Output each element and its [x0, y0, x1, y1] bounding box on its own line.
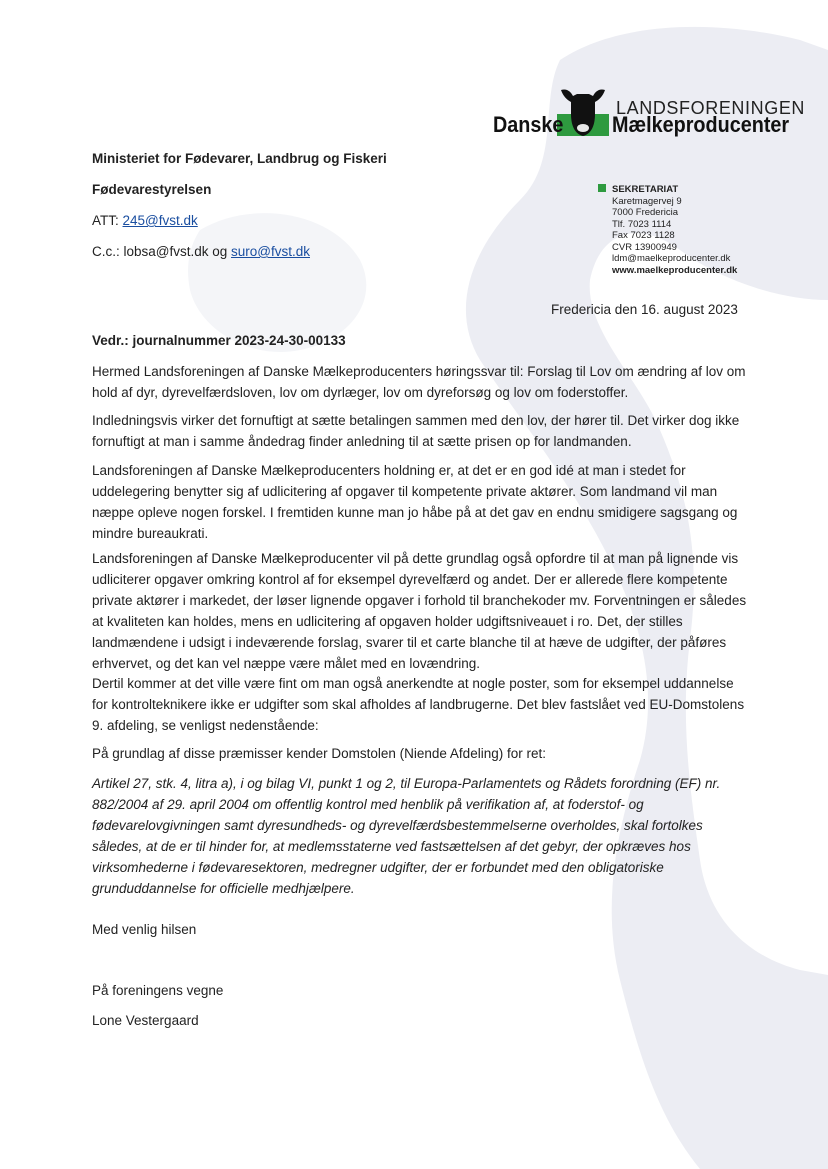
secretariat-phone: Tlf. 7023 1114: [612, 218, 672, 230]
secretariat-city: 7000 Fredericia: [612, 207, 679, 218]
recipient-att: [92, 213, 198, 228]
logo-org-big-right: Mælkeproducenter: [612, 112, 790, 137]
subject-line: Vedr.: journalnummer 2023-24-30-00133: [92, 333, 346, 348]
court-ruling-quote: Artikel 27, stk. 4, litra a), i og bilag VI, punkt 1 og 2, til Europa-Parlamentets og Rådets forordning (EF) nr. 882/2004 af 29. april 2004 om offentlig kontrol med henblik på verifikation af, at foderstof- og fødevarelovgivningen samt dyresundheds- og dyrevelfærdsbestemmelserne overholdes, skal fortolkes således, at de er til hinder for, at medlemsstaterne ved fastsættelsen af det gebyr, der opkræves hos virksomhederne i fødevaresektoren, medregner udgifter, der er forbundet med den obligatoriske grunduddannelse for officielle medhjælpere.: [92, 776, 721, 896]
logo-org-small: LANDSFORENINGEN: [616, 98, 806, 118]
date-line: Fredericia den 16. august 2023: [551, 302, 738, 317]
paragraph-4: Landsforeningen af Danske Mælkeproducenter vil på dette grundlag også opfordre til at man på lignende vis udliciterer opgaver omkring kontrol af for eksempel dyrevelfærd og andet. Der er allerede flere kompetente private aktører i markedet, der løser lignende opgaver i forhold til branchekoder mv. Forventningen er således at kvaliteten kan holdes, mens en udlicitering af opgaven holder udgiftsniveauet i ro. Det, der stilles landmændene i udsigt i indeværende forslag, svarer til et carte blanche til at hæve de udgifter, der påføres erhvervet, og det kan vel næppe være målet med en lovændring.: [92, 551, 747, 671]
cc-label: C.c.: lobsa@fvst.dk og: [92, 244, 232, 259]
att-label: ATT:: [92, 213, 123, 228]
paragraph-1: Hermed Landsforeningen af Danske Mælkeproducenters høringssvar til: Forslag til Lov om ændring af lov om hold af dyr, dyrevelfærdsloven, lov om dyrlæger, lov om dyreforsøg og lov om foderstoffer.: [92, 364, 746, 400]
green-square-icon: [598, 184, 606, 192]
recipient-ministry: Ministeriet for Fødevarer, Landbrug og Fiskeri: [92, 151, 387, 166]
closing-on-behalf: På foreningens vegne: [92, 983, 224, 998]
signer-name: Lone Vestergaard: [92, 1013, 199, 1028]
secretariat-title: SEKRETARIAT: [612, 184, 679, 195]
secretariat-website[interactable]: www.maelkeproducenter.dk: [612, 264, 738, 276]
secretariat-email[interactable]: ldm@maelkeproducenter.dk: [612, 253, 731, 264]
paragraph-5: Dertil kommer at det ville være fint om man også anerkendte at nogle poster, som for eksempel uddannelse for kontrolteknikere ikke er udgifter som skal afholdes af landbrugerne. Det blev fastslået ved EU-Domstolens 9. afdeling, se venligst nedenstående:: [92, 676, 745, 733]
secretariat-cvr: CVR 13900949: [612, 241, 677, 253]
secretariat-block: [598, 184, 737, 276]
paragraph-3: Landsforeningen af Danske Mælkeproducenters holdning er, at det er en god idé at man i stedet for uddelegering benytter sig af udlicitering af opgaver til kompetente private aktører. Som landmand vil man næppe opleve nogen forskel. I fremtiden kunne man jo håbe på at det gav en endnu smidigere sagsgang og mindre bureaukrati.: [92, 463, 738, 541]
secretariat-fax: Fax 7023 1128: [612, 230, 675, 241]
cow-logo-icon: [557, 84, 609, 140]
secretariat-address: Karetmagervej 9: [612, 195, 682, 207]
closing-greeting: Med venlig hilsen: [92, 922, 197, 937]
recipient-cc: [92, 244, 310, 259]
paragraph-2: Indledningsvis virker det fornuftigt at sætte betalingen sammen med den lov, der hører til. Det virker dog ikke fornuftigt at man i samme åndedrag finder anledning til at sætte prisen op for landmanden.: [92, 413, 740, 449]
paragraph-6: På grundlag af disse præmisser kender Domstolen (Niende Afdeling) for ret:: [92, 746, 546, 761]
logo-org-big-left: Danske: [493, 112, 564, 137]
att-email-link[interactable]: 245@fvst.dk: [122, 213, 198, 228]
cc-email-link[interactable]: suro@fvst.dk: [231, 244, 310, 259]
recipient-agency: Fødevarestyrelsen: [92, 182, 212, 197]
